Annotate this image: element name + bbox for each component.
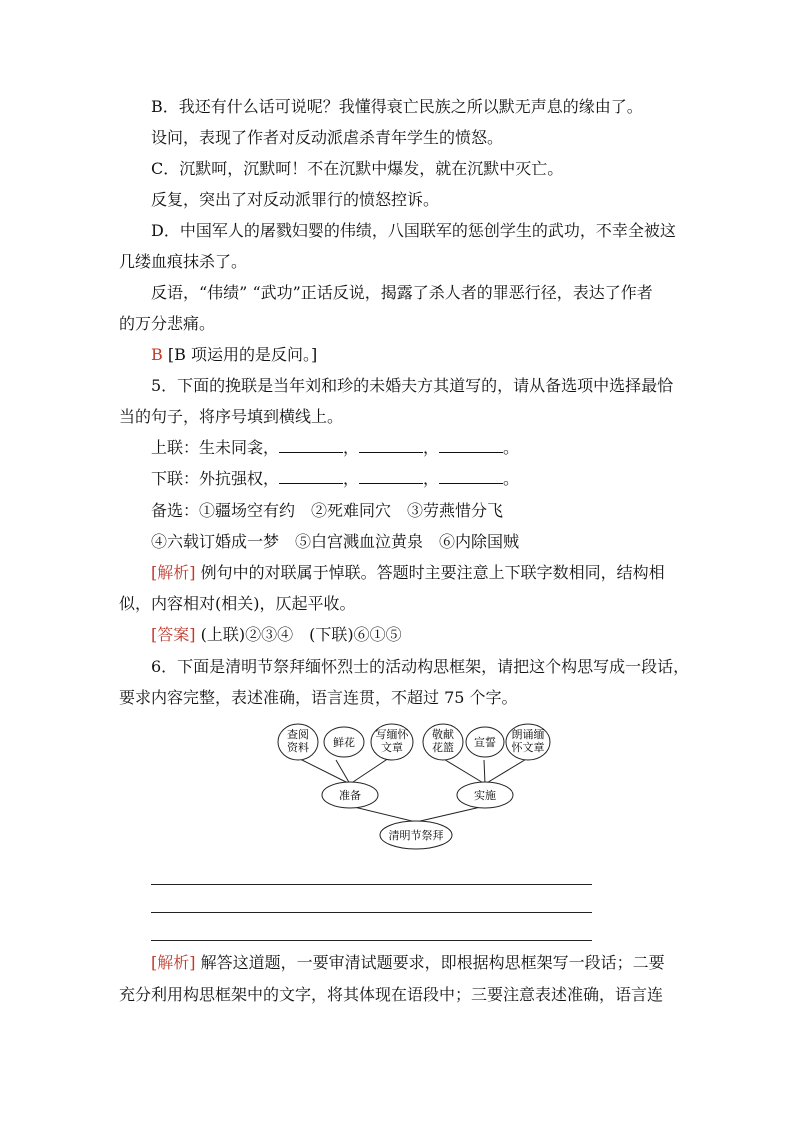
- answer-text: (上联)②③④ (下联)⑥①⑤: [200, 625, 402, 644]
- option-c-note: 反复，突出了对反动派罪行的愤怒控诉。: [151, 190, 440, 209]
- option-d-line1: D．中国军人的屠戮妇婴的伟绩，八国联军的惩创学生的武功，不幸全被这: [151, 221, 676, 240]
- svg-text:敬献: 敬献: [432, 728, 454, 741]
- analysis-text: 例句中的对联属于悼联。答题时主要注意上下联字数相同，结构相: [200, 563, 665, 582]
- svg-text:花篮: 花篮: [432, 741, 454, 754]
- svg-text:写缅怀: 写缅怀: [375, 728, 409, 741]
- q5-analysis-line2: 似，内容相对(相关)，仄起平收。: [119, 594, 356, 613]
- svg-text:资料: 资料: [287, 741, 309, 754]
- answer-line-1[interactable]: [151, 884, 592, 885]
- svg-text:清明节祭拜: 清明节祭拜: [388, 829, 444, 842]
- question-6-line2: 要求内容完整，表述准确，语言连贯，不超过 75 个字。: [119, 688, 518, 707]
- option-d-line2: 几缕血痕抹杀了。: [119, 252, 248, 271]
- q6-analysis-line2: 充分利用构思框架中的文字，将其体现在语段中；三要注意表述准确，语言连: [119, 985, 664, 1004]
- option-d-note-line2: 的万分悲痛。: [119, 314, 216, 333]
- svg-text:实施: 实施: [474, 789, 496, 802]
- answer-line-3[interactable]: [151, 940, 592, 941]
- svg-text:鲜花: 鲜花: [333, 736, 355, 749]
- leaf-xuan-shi: [466, 727, 504, 757]
- upper-couplet-label: 上联：生未同衾，: [151, 438, 280, 457]
- lower-couplet-label: 下联：外抗强权，: [151, 469, 280, 488]
- question-5-line2: 当的句子，将序号填到横线上。: [119, 407, 344, 426]
- option-b: B．我还有什么话可说呢？我懂得衰亡民族之所以默无声息的缘由了。: [151, 97, 643, 116]
- answer-4-letter: B: [151, 345, 163, 364]
- branch-implementation: [457, 782, 513, 808]
- lower-blank-1[interactable]: [279, 469, 343, 484]
- upper-blank-1[interactable]: [279, 438, 343, 453]
- option-c: C．沉默呵，沉默呵！不在沉默中爆发，就在沉默中灭亡。: [151, 159, 564, 178]
- choices-line2: ④六载订婚成一梦 ⑤白宫溅血泣黄泉 ⑥内除国贼: [151, 532, 520, 551]
- upper-couplet: 上联：生未同衾， ， ， 。: [151, 438, 520, 457]
- branch-preparation: [322, 782, 378, 808]
- choices-line1: 备选：①疆场空有约 ②死难同穴 ③劳燕惜分飞: [151, 501, 504, 520]
- leaf-cha-yue: [278, 724, 318, 760]
- upper-blank-2[interactable]: [359, 438, 423, 453]
- option-d-note-line1: 反语，“伟绩” “武功”正话反说，揭露了杀人者的罪恶行径，表达了作者: [151, 283, 653, 302]
- svg-text:查阅: 查阅: [287, 728, 309, 741]
- option-b-note: 设问，表现了作者对反动派虐杀青年学生的愤怒。: [151, 128, 504, 147]
- svg-text:准备: 准备: [339, 789, 361, 802]
- question-5-line1: 5．下面的挽联是当年刘和珍的未婚夫方其道写的，请从备选项中选择最恰: [151, 376, 674, 395]
- q5-analysis-line1: [151, 562, 711, 584]
- lower-blank-2[interactable]: [359, 469, 423, 484]
- lower-couplet: 下联：外抗强权， ， ， 。: [151, 469, 520, 488]
- leaf-jing-xian: [423, 724, 463, 760]
- leaf-lang-song: [506, 724, 550, 760]
- answer-line-2[interactable]: [151, 912, 592, 913]
- question-6-line1: 6．下面是清明节祭拜缅怀烈士的活动构思框架，请把这个构思写成一段话，: [151, 657, 690, 676]
- analysis-tag: [解析]: [151, 563, 196, 582]
- lower-blank-3[interactable]: [439, 469, 503, 484]
- svg-text:朗诵缅: 朗诵缅: [511, 728, 545, 741]
- q6-analysis-line1: [151, 952, 711, 974]
- answer-4: [151, 344, 711, 366]
- upper-blank-3[interactable]: [439, 438, 503, 453]
- answer-4-text: [B 项运用的是反问。]: [167, 345, 318, 364]
- answer-tag: [答案]: [151, 625, 196, 644]
- leaf-xie-wen-zhang: [371, 724, 413, 760]
- root-node: [380, 821, 452, 849]
- leaf-xian-hua: [324, 727, 364, 757]
- analysis-text: 解答这道题，一要审清试题要求，即根据构思框架写一段话；二要: [200, 953, 665, 972]
- svg-text:怀文章: 怀文章: [511, 741, 545, 754]
- svg-text:宣誓: 宣誓: [474, 736, 496, 749]
- svg-text:文章: 文章: [381, 741, 403, 754]
- concept-diagram: [270, 718, 560, 858]
- analysis-tag: [解析]: [151, 953, 196, 972]
- q5-answer: [151, 624, 711, 646]
